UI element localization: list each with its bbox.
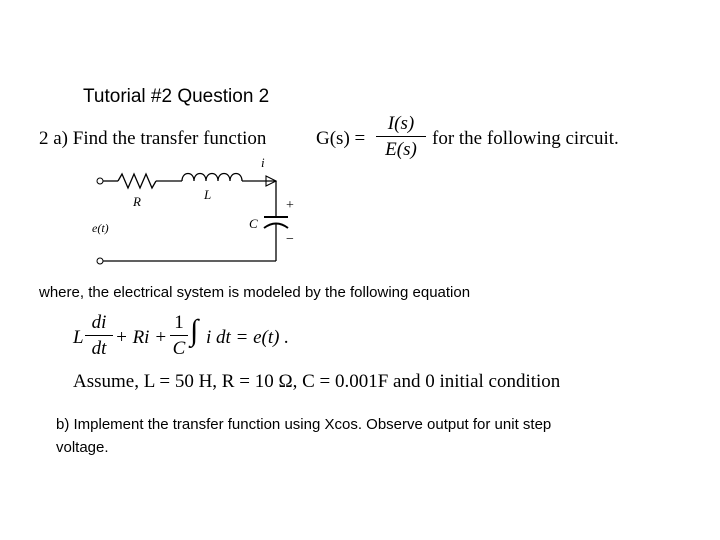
equation-di: di: [91, 312, 107, 333]
page-title: Tutorial #2 Question 2: [83, 86, 270, 107]
equation-L: L: [73, 327, 84, 348]
terminal-top: [97, 178, 103, 184]
equation-rhs: i dt = e(t) .: [206, 327, 289, 348]
capacitor-plus-sign: +: [286, 198, 294, 213]
equation-didt-bar: [85, 335, 113, 336]
capacitor-minus-sign: −: [286, 232, 294, 247]
part-a-lead: 2 a) Find the transfer function: [39, 128, 267, 149]
integral-sign-icon: ∫: [190, 314, 199, 347]
transfer-function-g-label: G(s) =: [316, 128, 366, 149]
part-b-line2: voltage.: [56, 439, 109, 456]
equation-C: C: [172, 338, 186, 359]
tf-numerator: I(s): [387, 113, 415, 134]
source-label: e(t): [92, 221, 109, 235]
part-a-tail: for the following circuit.: [432, 128, 619, 149]
model-description: where, the electrical system is modeled by the following equation: [39, 284, 471, 301]
inductor-symbol: [182, 174, 242, 182]
resistor-symbol: [118, 174, 156, 188]
equation-ri-term: + Ri +: [115, 327, 168, 348]
equation-one: 1: [174, 312, 184, 333]
resistor-label: R: [133, 194, 141, 209]
part-b-line1: b) Implement the transfer function using Xcos. Observe output for unit step: [56, 416, 552, 433]
tf-denominator: E(s): [385, 139, 417, 160]
assumptions-line: Assume, L = 50 H, R = 10 Ω, C = 0.001F and 0 initial condition: [73, 371, 561, 392]
equation-didt-fraction: [85, 312, 113, 360]
rlc-circuit-diagram: [90, 155, 310, 270]
equation-dt: dt: [91, 338, 107, 359]
equation-1overC-fraction: [170, 312, 188, 360]
transfer-function-fraction: [376, 113, 426, 161]
capacitor-label: C: [249, 216, 258, 231]
tf-fraction-bar: [376, 136, 426, 137]
current-label: i: [261, 155, 265, 170]
inductor-label: L: [204, 187, 212, 202]
equation-1overC-bar: [170, 335, 188, 336]
terminal-bottom: [97, 258, 103, 264]
